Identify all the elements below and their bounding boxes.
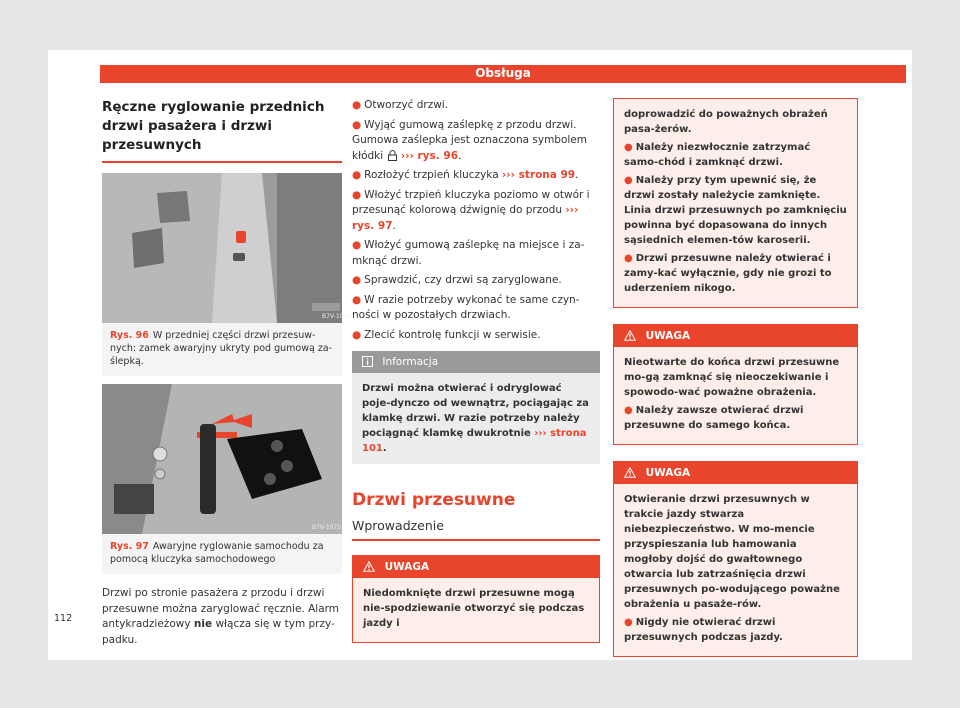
bullet-dot: ● <box>624 253 633 264</box>
info-box-header <box>352 351 600 373</box>
key-lock-illustration <box>102 384 342 534</box>
intro-text-bold: nie <box>193 618 213 630</box>
warning-bullet-text: Nigdy nie otwierać drzwi przesuwnych podczas jazdy. <box>624 617 783 643</box>
section-header-bar <box>100 65 906 83</box>
warning-text: Niedomknięte drzwi przesuwne mogą nie-spodziewanie otworzyć się podczas jazdy i <box>363 588 585 629</box>
warning-title: UWAGA <box>645 330 691 342</box>
step-text: W razie potrzeby wykonać te same czyn-ności w pozostałych drzwiach. <box>352 293 580 321</box>
step-tail: . <box>392 219 396 232</box>
bullet-dot: ● <box>352 188 362 201</box>
warning-bullet <box>624 251 847 296</box>
door-hinge-illustration <box>102 173 352 323</box>
padlock-icon <box>387 150 398 161</box>
bullet-dot: ● <box>352 328 362 341</box>
warning-bullet <box>624 615 847 645</box>
step-text: Rozłożyć trzpień kluczyka <box>364 169 499 181</box>
figure-96-caption <box>102 323 342 376</box>
warning-box-1 <box>352 555 600 643</box>
info-box-title: Informacja <box>382 356 439 368</box>
figure-97-code: B7V-1075 <box>312 524 342 531</box>
warning-icon <box>624 467 636 478</box>
figure-97-caption-text: Awaryjne ryglowanie samochodu za pomocą kluczyka samochodowego <box>110 541 324 565</box>
figure-96-code: B7V-1074 <box>322 313 352 320</box>
warning-body <box>614 484 857 656</box>
step-text: Otworzyć drzwi. <box>364 99 449 111</box>
column-right <box>613 98 858 657</box>
bullet-dot: ● <box>624 617 633 628</box>
step-item <box>352 98 600 114</box>
warning-bullet-text: Należy niezwłocznie zatrzymać samo-chód i zamknąć drzwi. <box>624 142 811 168</box>
warning-title: UWAGA <box>384 561 430 573</box>
info-tail: . <box>382 443 387 454</box>
column-middle <box>352 98 600 643</box>
steps-list <box>352 98 600 343</box>
info-box-body <box>352 373 600 464</box>
warning-body <box>614 99 857 307</box>
warning-title: UWAGA <box>645 467 691 479</box>
bullet-dot: ● <box>352 239 362 251</box>
figure-96-ref[interactable]: Rys. 96 <box>110 330 149 341</box>
intro-text-b: włącza się w tym przy-padku. <box>102 618 335 646</box>
warning-text: Nieotwarte do końca drzwi przesuwne mo-gą zamknąć się nieoczekiwanie i spowodo-wać poważne obrażenia. <box>624 357 840 398</box>
bullet-dot: ● <box>352 293 362 306</box>
info-box <box>352 351 600 464</box>
warning-text: Otwieranie drzwi przesuwnych w trakcie jazdy stwarza niebezpieczeństwo. W mo-mencie przyspieszania lub hamowania mogłoby dojść do gwałtownego otwarcia lub zatrzaśnięcia drzwi przesuwnych po-wodującego poważne obrażenia u pasaże-rów. <box>624 494 840 610</box>
warning-box-header <box>353 556 599 578</box>
page-101-link[interactable]: ››› strona 101 <box>362 428 587 454</box>
bullet-dot: ● <box>352 99 362 111</box>
bullet-dot: ● <box>352 274 362 286</box>
figure-96 <box>102 173 352 376</box>
section-title: Ręczne ryglowanie przednich drzwi pasażera i drzwi przesuwnych <box>102 99 325 153</box>
step-item <box>352 168 600 184</box>
warning-body <box>353 578 599 642</box>
figure-97 <box>102 384 342 574</box>
info-icon <box>362 356 373 367</box>
info-box-text: Drzwi można otwierać i odryglować poje-dynczo od wewnątrz, pociągając za klamkę drzwi. W razie potrzeby należy pociągnąć klamkę dwukrotnie <box>362 383 589 439</box>
step-item <box>352 273 600 289</box>
warning-icon <box>363 561 375 572</box>
figure-96-link[interactable]: ››› rys. 96 <box>400 149 459 162</box>
manual-page <box>48 50 912 660</box>
page-number: 112 <box>54 613 73 624</box>
step-item <box>352 188 600 235</box>
figure-96-caption-text: W przedniej części drzwi przesuw-nych: zamek awaryjny ukryty pod gumową za-ślepką. <box>110 330 333 367</box>
step-text: Zlecić kontrolę funkcji w serwisie. <box>364 328 541 341</box>
heading-sliding-doors: Drzwi przesuwne <box>352 490 516 510</box>
step-item <box>352 328 600 344</box>
step-tail: . <box>458 149 462 162</box>
subheading-rule <box>352 539 600 541</box>
intro-paragraph <box>102 586 342 648</box>
warning-bullet-text: Należy przy tym upewnić się, że drzwi zostały należycie zamknięte. Linia drzwi przesuwnych po zamknięciu powinna być dopasowana do innych sąsiednich elemen-tów karoserii. <box>624 175 847 246</box>
warning-box-2 <box>613 324 858 445</box>
bullet-dot: ● <box>352 118 362 131</box>
bullet-dot: ● <box>624 142 633 153</box>
bullet-dot: ● <box>624 175 633 186</box>
intro-text-a: Drzwi po stronie pasażera z przodu i drzwi przesuwne można zaryglować ręcznie. Alarm antykradzieżowy <box>102 587 339 630</box>
column-left <box>102 98 352 648</box>
header-title: Obsługa <box>475 66 531 80</box>
bullet-dot: ● <box>624 405 633 416</box>
step-tail: . <box>575 169 579 181</box>
step-text: Włożyć gumową zaślepkę na miejsce i za-mknąć drzwi. <box>352 239 585 267</box>
title-rule <box>102 161 342 163</box>
figure-97-caption <box>102 534 342 574</box>
step-text: Sprawdzić, czy drzwi są zaryglowane. <box>364 274 562 286</box>
bullet-dot: ● <box>352 169 362 181</box>
step-text: Wyjąć gumową zaślepkę z przodu drzwi. Gumowa zaślepka jest oznaczona symbolem kłódki <box>352 118 587 162</box>
subheading-introduction: Wprowadzenie <box>352 518 444 533</box>
warning-body <box>614 347 857 444</box>
page-99-link[interactable]: ››› strona 99 <box>501 169 576 181</box>
warning-icon <box>624 330 636 341</box>
step-item <box>352 238 600 269</box>
warning-bullet-text: Drzwi przesuwne należy otwierać i zamy-kać wyłącznie, gdy nie grozi to uderzeniem nikogo. <box>624 253 832 294</box>
warning-box-header <box>614 462 857 484</box>
warning-bullet-text: Należy zawsze otwierać drzwi przesuwne do samego końca. <box>624 405 804 431</box>
step-item <box>352 118 600 165</box>
warning-box-1-continued <box>613 98 858 308</box>
warning-bullet <box>624 173 847 248</box>
warning-bullet <box>624 140 847 170</box>
warning-box-3 <box>613 461 858 657</box>
step-text: Włożyć trzpień kluczyka poziomo w otwór i przesunąć kolorową dźwignię do przodu <box>352 188 590 216</box>
step-item <box>352 293 600 324</box>
figure-97-photo <box>102 384 342 534</box>
figure-97-link[interactable]: ››› rys. 97 <box>352 204 579 232</box>
warning-box-header <box>614 325 857 347</box>
figure-97-ref[interactable]: Rys. 97 <box>110 541 149 552</box>
figure-96-photo <box>102 173 352 323</box>
warning-text: doprowadzić do poważnych obrażeń pasa-żerów. <box>624 109 828 135</box>
warning-bullet <box>624 403 847 433</box>
